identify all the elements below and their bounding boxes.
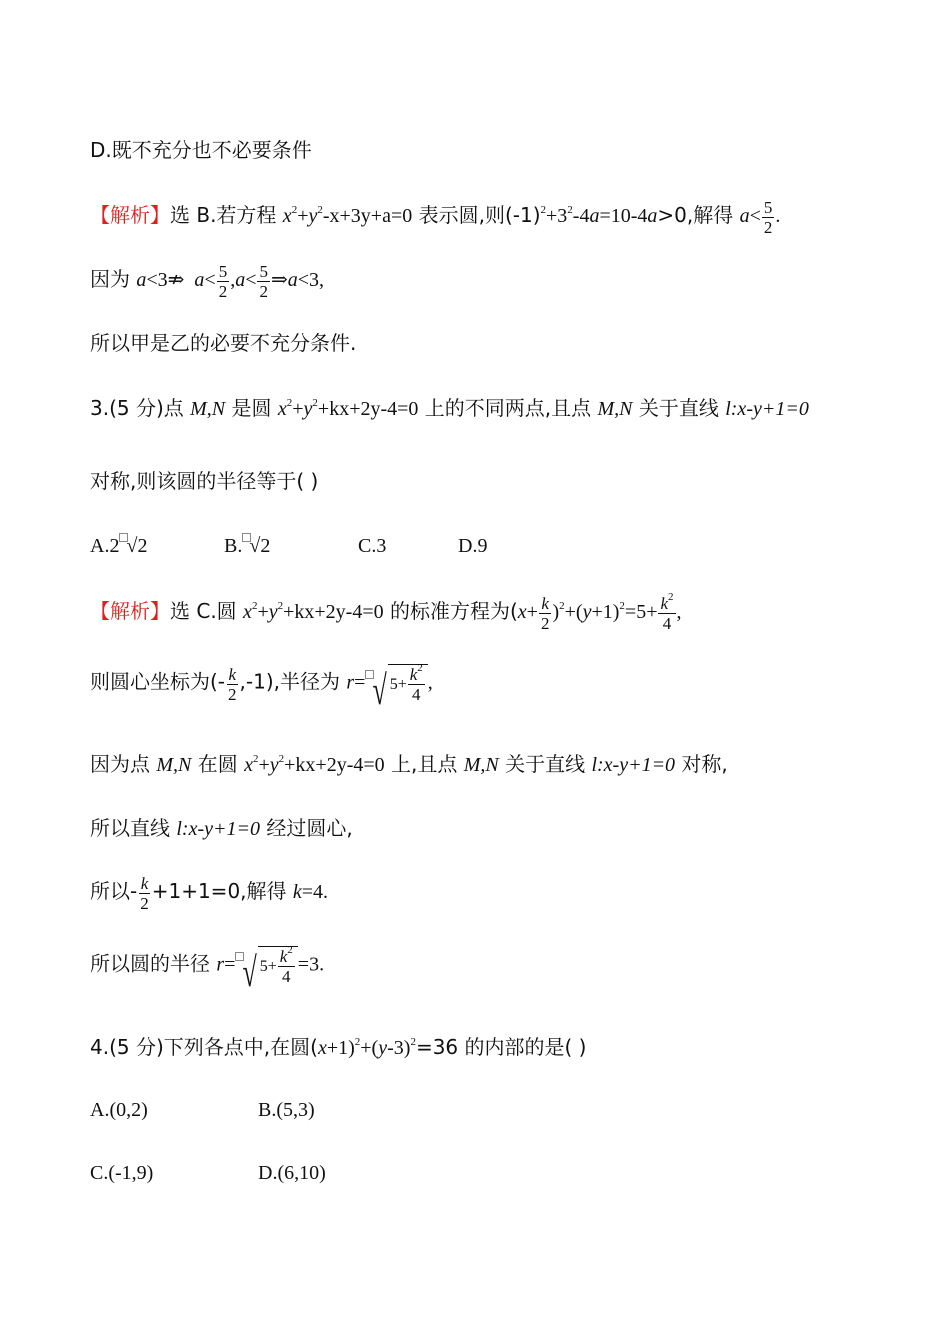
option-c[interactable]: C.3 <box>358 535 387 557</box>
text: =36 的内部的是( ) <box>415 1035 587 1059</box>
text: +kx+2y-4=0 <box>317 398 419 420</box>
exp: 2 <box>291 204 298 217</box>
text: +kx+2y-4=0 <box>283 601 384 624</box>
text: 3.(5 分)点 <box>90 396 191 420</box>
option-b[interactable]: B. √2 <box>224 535 271 557</box>
text: +kx+2y-4=0 <box>284 754 385 776</box>
option-a[interactable]: A.(0,2) <box>90 1099 148 1121</box>
var: r <box>346 671 355 694</box>
text: =10-4 <box>599 205 648 228</box>
var: y <box>378 1037 388 1059</box>
text: 所以圆的半径 <box>90 951 217 976</box>
text: = <box>224 953 236 976</box>
text: + <box>526 601 538 624</box>
sqrt-expression: √ 5+ $\frac{k^2}{4}$ <box>372 664 427 704</box>
exp: 2 <box>278 753 285 765</box>
fraction: $\frac{k}{2}$ <box>228 664 237 704</box>
question-4-options-row-2 <box>90 1159 326 1187</box>
text: 对称, <box>675 752 728 776</box>
text: = <box>354 671 366 694</box>
fraction: $\frac{5}{2}$ <box>259 262 268 301</box>
text: 表示圆,则(-1) <box>412 203 541 228</box>
text: =3. <box>297 953 325 976</box>
var: r <box>216 953 225 976</box>
question-3 <box>90 394 809 423</box>
var: y <box>303 398 313 420</box>
solution-3-line-3 <box>90 750 728 779</box>
var: x <box>244 754 253 776</box>
text: , <box>230 269 236 292</box>
text: ,-1),半径为 <box>239 669 347 694</box>
text: , <box>676 601 682 624</box>
exp: 2 <box>559 600 565 613</box>
text: +( <box>360 1037 379 1059</box>
var: y <box>269 754 279 776</box>
fraction: $\frac{5}{2}$ <box>218 262 228 301</box>
text: <3, <box>297 269 325 292</box>
var: a <box>194 269 205 292</box>
text: + <box>292 398 304 420</box>
text: =4. <box>301 881 329 904</box>
text: 选 B.若方程 <box>170 203 283 228</box>
text: 是圆 <box>225 396 278 420</box>
text: 上的不同两点,且点 <box>418 396 598 420</box>
var: y <box>308 205 318 228</box>
text: 4.(5 分)下列各点中,在圆( <box>90 1035 318 1059</box>
text: 的标准方程为( <box>383 599 518 624</box>
text: -x+3y+a=0 <box>322 205 413 228</box>
analysis-tag: 【解析】 <box>90 599 170 624</box>
text: +( <box>564 601 583 624</box>
option-a[interactable]: A.2 √2 <box>90 535 148 557</box>
var: a <box>136 269 147 292</box>
text: >0,解得 <box>657 203 740 228</box>
fraction: $\frac{5}{2}$ <box>763 198 773 237</box>
text: -4 <box>572 205 590 228</box>
text: +1) <box>591 601 620 624</box>
exp: 2 <box>277 600 284 613</box>
var: M,N <box>156 754 192 776</box>
var: y <box>268 601 278 624</box>
fraction: $\frac{k}{2}$ <box>140 874 149 913</box>
text: 因为 <box>90 267 137 292</box>
var: x <box>317 1037 327 1059</box>
var: x <box>517 601 527 624</box>
text: 所以直线 <box>90 816 177 840</box>
text: 上,且点 <box>384 752 464 776</box>
conclusion-line: 所以甲是乙的必要不充分条件. <box>90 331 357 355</box>
solution-line-1: 【解析】选 B.若方程 $x^2+y^2-x+3y+a=0$ 表示圆,则$(-1)^2+3^2-4a=10-4a>0$,解得 a< $\frac{5}{2}$ . <box>90 198 781 237</box>
var: l:x-y+1=0 <box>591 754 676 776</box>
solution-3-line-5 <box>90 874 328 913</box>
option-c[interactable]: C.(-1,9) <box>90 1162 154 1184</box>
text: 因为点 <box>90 752 157 776</box>
solution-3-line-6 <box>90 944 325 996</box>
solution-3-line-2 <box>90 662 433 714</box>
var: l:x-y+1=0 <box>176 818 260 840</box>
var: a <box>589 205 600 228</box>
var: M,N <box>463 754 499 776</box>
var: k <box>292 881 302 904</box>
text: , <box>427 671 433 694</box>
var: l:x-y+1=0 <box>725 398 809 420</box>
var: M,N <box>597 398 633 420</box>
text: < <box>204 269 216 292</box>
solution-line-2 <box>90 262 324 301</box>
text: 在圆 <box>191 752 245 776</box>
option-d[interactable]: D.(6,10) <box>258 1162 326 1184</box>
text: 关于直线 <box>632 396 726 420</box>
analysis-tag: 【解析】 <box>90 203 170 228</box>
exp: 2 <box>251 600 258 613</box>
exp: 2 <box>317 204 323 217</box>
exp: 2 <box>252 753 259 765</box>
question-4 <box>90 1033 586 1062</box>
implies-symbol: ⇒ <box>270 269 288 292</box>
text: 经过圆心, <box>259 816 353 840</box>
var: a <box>739 205 750 228</box>
fraction: $\frac{k}{2}$ <box>540 594 550 633</box>
sqrt-expression: √ 5+ $\frac{k^2}{4}$ <box>242 946 297 986</box>
exp: 2 <box>312 397 318 409</box>
not-implies-symbol: ⇏ <box>167 269 185 292</box>
exp: 2 <box>286 397 293 409</box>
var: x <box>282 205 292 228</box>
text: -3) <box>387 1037 411 1059</box>
text: +1+1=0,解得 <box>151 879 293 904</box>
var: a <box>647 205 658 228</box>
var: y <box>582 601 592 624</box>
var: x <box>243 601 252 624</box>
text: +1) <box>326 1037 355 1059</box>
exp: 2 <box>567 204 573 217</box>
text: +3 <box>546 205 568 228</box>
question-3-options <box>90 532 487 560</box>
exp: 2 <box>619 600 625 613</box>
question-4-options-row-1 <box>90 1096 315 1124</box>
var: x <box>277 398 287 420</box>
solution-3-line-4 <box>90 814 353 843</box>
question-3-cont: 对称,则该圆的半径等于( ) <box>90 469 319 493</box>
option-d-text: D.既不充分也不必要条件 <box>90 138 312 162</box>
var: a <box>235 269 246 292</box>
option-d[interactable]: D.9 <box>458 535 488 557</box>
text: ) <box>552 601 560 624</box>
text: 则圆心坐标为(- <box>90 669 226 694</box>
text: 选 C.圆 <box>170 599 244 624</box>
text: < <box>245 269 257 292</box>
option-b[interactable]: B.(5,3) <box>258 1099 315 1121</box>
exp: 2 <box>410 1036 416 1048</box>
text: =5+ <box>624 601 658 624</box>
text: + <box>257 601 269 624</box>
text: + <box>297 205 309 228</box>
text: + <box>258 754 270 776</box>
text: <3 <box>146 269 168 292</box>
solution-3-line-1 <box>90 591 682 633</box>
text: 所以- <box>90 879 138 904</box>
fraction: $\frac{k^2}{4}$ <box>660 591 674 633</box>
text: 关于直线 <box>498 752 592 776</box>
exp: 2 <box>540 204 546 217</box>
var: a <box>287 269 298 292</box>
exp: 2 <box>354 1036 361 1048</box>
var: M,N <box>190 398 226 420</box>
